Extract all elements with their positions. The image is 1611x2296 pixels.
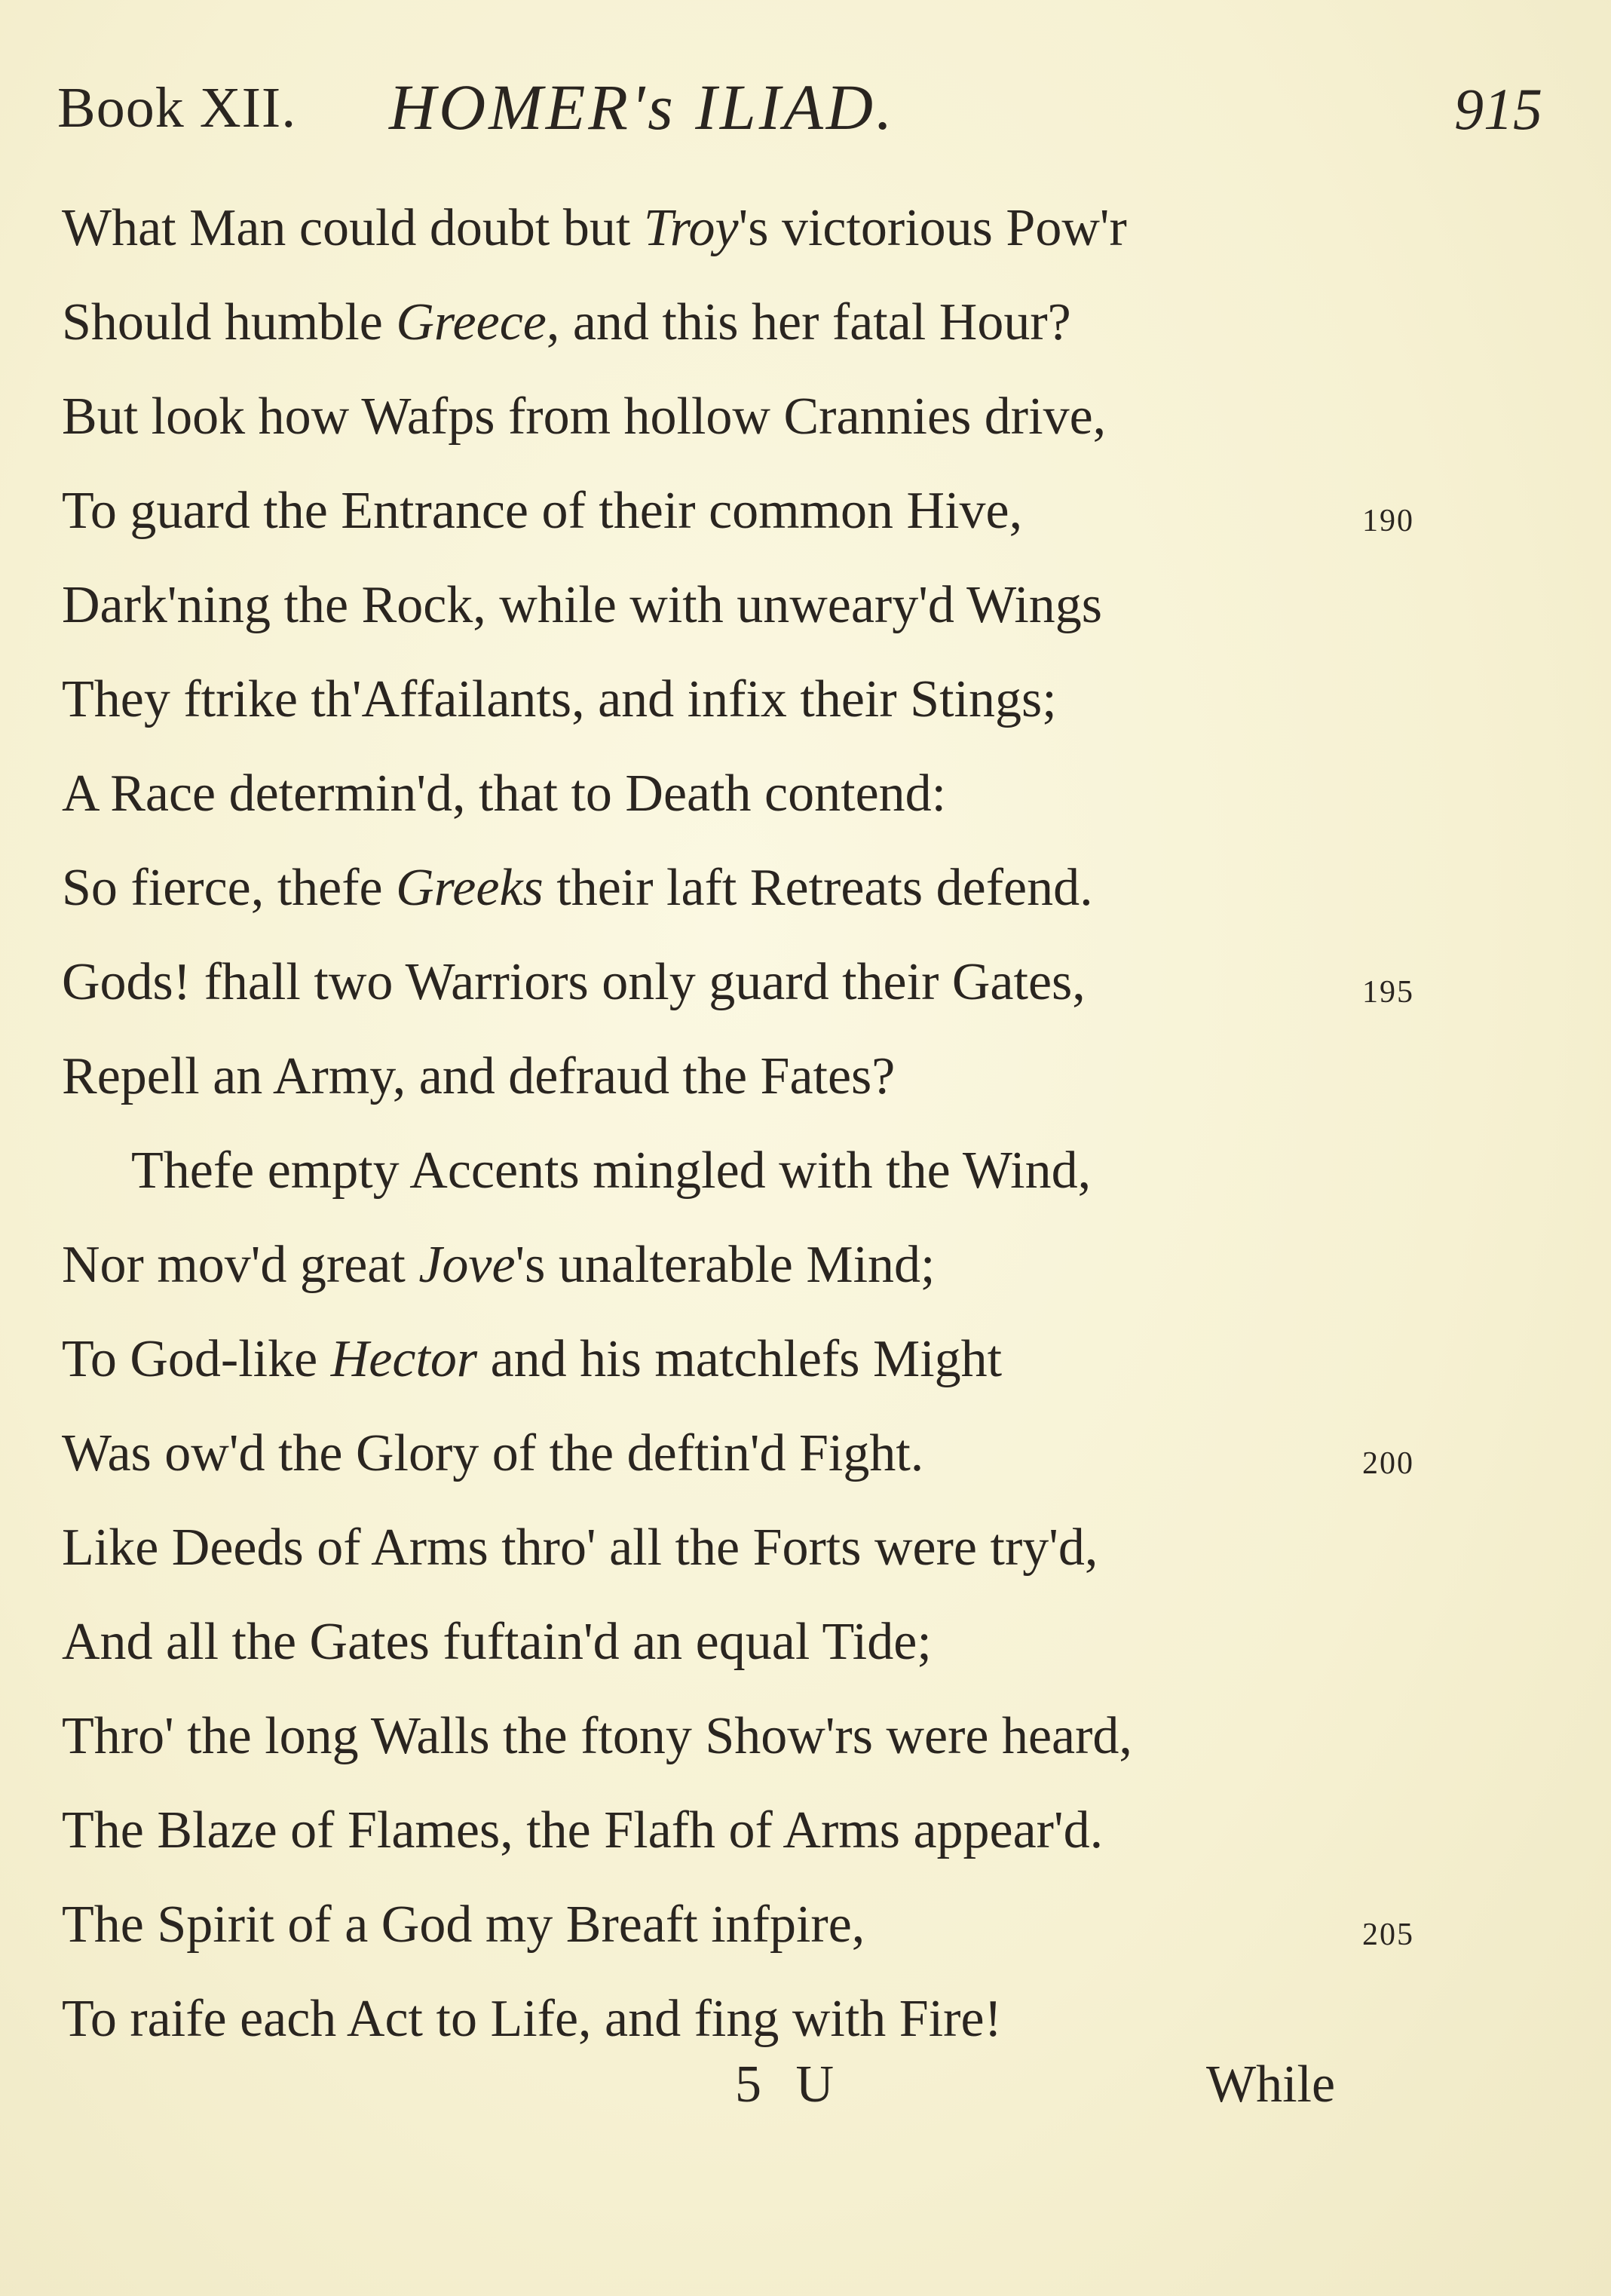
verse-line (62, 841, 1494, 935)
signature-mark: 5 U (735, 2055, 845, 2114)
verse-line-text (62, 1707, 1132, 1765)
verse-segment: Thefe empty Accents mingled with the Wind, (131, 1142, 1092, 1200)
verse-line-text (62, 1896, 865, 1954)
verse-line (62, 558, 1494, 652)
verse-line-text (62, 859, 1093, 917)
verse-segment: But look how Wafps from hollow Crannies drive, (62, 388, 1107, 446)
line-number: 195 (1362, 975, 1414, 1010)
verse-line-text (62, 1424, 923, 1482)
verse-segment: , and this her fatal Hour? (546, 293, 1071, 351)
verse-segment: 's unalterable Mind; (515, 1236, 936, 1294)
verse-segment: 's victorious Pow'r (738, 199, 1127, 257)
verse-line-text (62, 765, 946, 823)
verse-line-text (62, 670, 1057, 728)
running-header (57, 69, 1557, 152)
verse-segment: Dark'ning the Rock, while with unweary'd Wings (62, 576, 1103, 634)
italic-word: Greeks (396, 859, 544, 917)
verse-segment: Repell an Army, and defraud the Fates? (62, 1047, 896, 1105)
book-label (57, 75, 296, 141)
verse-line (62, 1218, 1494, 1312)
verse-segment: and his matchlefs Might (477, 1330, 1003, 1388)
verse-line (62, 1501, 1494, 1595)
verse-line-text (62, 482, 1022, 540)
verse-line-text (62, 199, 1127, 257)
verse-segment: The Blaze of Flames, the Flafh of Arms appear'd. (62, 1801, 1104, 1859)
verse-segment: Gods! fhall two Warriors only guard their Gates, (62, 953, 1086, 1011)
verse-segment: They ftrike th'Affailants, and infix their Stings; (62, 670, 1057, 728)
verse-segment: To guard the Entrance of their common Hive, (62, 482, 1023, 540)
verse-line (62, 1783, 1494, 1878)
verse-segment: Like Deeds of Arms thro' all the Forts were try'd, (62, 1519, 1098, 1577)
verse-line (62, 1123, 1494, 1218)
verse-line-text (62, 293, 1071, 351)
line-number: 205 (1362, 1917, 1414, 1952)
verse-line-text (62, 576, 1102, 634)
verse-line-text (62, 1236, 935, 1294)
verse-block (62, 181, 1494, 2066)
italic-word: Troy (643, 199, 739, 257)
verse-line (62, 1029, 1494, 1123)
italic-word: Jove (418, 1236, 516, 1294)
verse-line (62, 1595, 1494, 1689)
book-prefix: Book (57, 76, 185, 139)
verse-line-text (62, 1519, 1098, 1577)
catchword: While (1206, 2055, 1336, 2114)
book-numeral: XII. (199, 76, 297, 139)
verse-segment: To raife each Act to Life, and fing with Fire! (62, 1990, 1002, 2048)
verse-line-text (62, 1613, 932, 1671)
verse-segment: To God-like (62, 1330, 331, 1388)
verse-line (62, 464, 1494, 558)
verse-line (62, 652, 1494, 746)
verse-line (62, 369, 1494, 464)
verse-segment: And all the Gates fuftain'd an equal Tide; (62, 1613, 932, 1671)
verse-segment: So fierce, thefe (62, 859, 397, 917)
italic-word: Hector (330, 1330, 478, 1388)
verse-segment: The Spirit of a God my Breaft infpire, (62, 1896, 865, 1954)
page-number: 915 (1454, 76, 1542, 142)
verse-line (62, 746, 1494, 841)
line-number: 190 (1362, 504, 1414, 538)
line-number: 200 (1362, 1446, 1414, 1481)
verse-line-text (62, 1142, 1091, 1200)
italic-word: Greece (396, 293, 547, 351)
verse-line-text (62, 1990, 1002, 2048)
verse-line-text (62, 1047, 895, 1105)
page-footer (0, 2055, 1611, 2138)
verse-line (62, 1406, 1494, 1501)
verse-line (62, 181, 1494, 275)
verse-line-text (62, 388, 1106, 446)
verse-segment: A Race determin'd, that to Death contend: (62, 765, 947, 823)
verse-segment: Should humble (62, 293, 397, 351)
verse-segment: their laft Retreats defend. (543, 859, 1093, 917)
verse-line-text (62, 953, 1086, 1011)
verse-line (62, 1312, 1494, 1406)
verse-line-text (62, 1330, 1002, 1388)
verse-line (62, 1972, 1494, 2066)
verse-line-text (62, 1801, 1103, 1859)
running-title: HOMER's ILIAD. (389, 71, 896, 143)
verse-segment: Thro' the long Walls the ftony Show'rs were heard, (62, 1707, 1132, 1765)
verse-line (62, 1689, 1494, 1783)
verse-segment: Was ow'd the Glory of the deftin'd Fight. (62, 1424, 924, 1482)
verse-segment: Nor mov'd great (62, 1236, 419, 1294)
verse-line (62, 275, 1494, 369)
verse-line (62, 1878, 1494, 1972)
verse-segment: What Man could doubt but (62, 199, 644, 257)
verse-line (62, 935, 1494, 1029)
